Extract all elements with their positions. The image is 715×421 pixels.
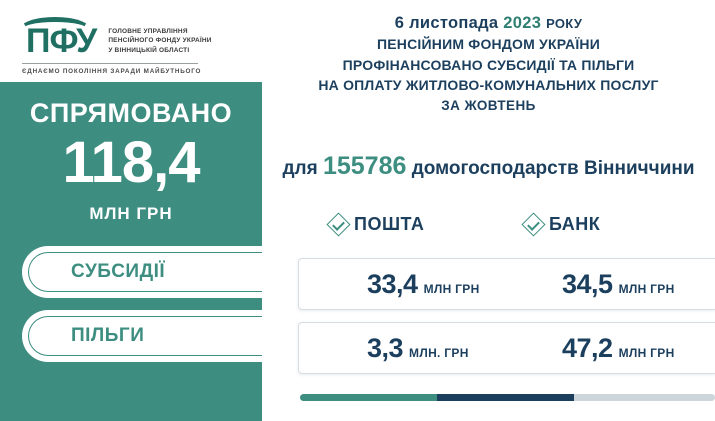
check-diamond-icon (521, 212, 545, 236)
headline-date-suffix: РОКУ (546, 16, 583, 31)
allocated-unit: МЛН ГРН (89, 204, 173, 223)
headline-period: ЗА ЖОВТЕНЬ (441, 98, 536, 114)
value-card-benefits (298, 322, 715, 374)
value-subsidies-post (367, 269, 480, 300)
headline-date-year: 2023 (503, 14, 542, 32)
value-subsidies-post-amount: 33,4 (367, 268, 418, 299)
organization-line-3: У ВІННИЦЬКІЙ ОБЛАСТІ (108, 46, 190, 54)
channel-header-post (330, 214, 424, 235)
value-benefits-bank-unit: МЛН ГРН (618, 345, 675, 360)
value-card-subsidies (298, 258, 715, 310)
logo-divider (22, 63, 198, 64)
households-count: 155786 (322, 152, 407, 180)
allocated-amount: 118,4 (62, 130, 200, 195)
category-pill-subsidies-label: СУБСИДІЇ (71, 261, 166, 282)
organization-line-1: ГОЛОВНЕ УПРАВЛІННЯ (108, 27, 188, 35)
value-subsidies-bank (562, 269, 675, 300)
right-panel (262, 0, 715, 421)
logo-mark-text: ПФУ (26, 22, 97, 60)
channel-header-bank (525, 214, 600, 235)
households-suffix: домогосподарств Вінниччини (411, 158, 695, 179)
category-pill-subsidies (22, 246, 284, 298)
progress-bar (300, 394, 715, 401)
value-subsidies-bank-unit: МЛН ГРН (618, 281, 675, 296)
value-benefits-post (367, 333, 469, 364)
category-pill-benefits (22, 310, 284, 362)
pfu-logo-icon (22, 24, 96, 58)
value-subsidies-post-unit: МЛН ГРН (423, 281, 480, 296)
category-pill-benefits-label: ПІЛЬГИ (71, 325, 145, 346)
headline-line-4: НА ОПЛАТУ ЖИТЛОВО-КОМУНАЛЬНИХ ПОСЛУГ (318, 76, 659, 93)
logo-swoosh-icon (20, 17, 90, 29)
value-benefits-post-amount: 3,3 (367, 332, 404, 363)
allocated-summary-block (0, 82, 262, 421)
value-benefits-post-unit: МЛН. ГРН (409, 345, 469, 360)
left-panel (0, 0, 262, 421)
channel-header-bank-label: БАНК (549, 214, 601, 234)
value-subsidies-bank-amount: 34,5 (562, 268, 613, 299)
households-line (262, 152, 715, 181)
progress-segment-blue (437, 394, 574, 401)
organization-line-2: ПЕНСІЙНОГО ФОНДУ УКРАЇНИ (108, 37, 212, 45)
category-pill-subsidies-inner (28, 252, 278, 292)
headline-date-day: 6 листопада (394, 14, 499, 32)
category-pill-benefits-inner (28, 316, 278, 356)
brand-slogan: ЄДНАЄМО ПОКОЛІННЯ ЗАРАДИ МАЙБУТНЬОГО (22, 68, 202, 75)
headline-date (262, 12, 715, 34)
check-diamond-icon (326, 212, 350, 236)
progress-segment-grey (574, 394, 715, 401)
allocated-title: СПРЯМОВАНО (29, 98, 233, 128)
value-benefits-bank-amount: 47,2 (562, 332, 613, 363)
headline-line-3: ПРОФІНАНСОВАНО СУБСИДІЇ ТА ПІЛЬГИ (342, 56, 635, 73)
value-benefits-bank (562, 333, 675, 364)
headline-line-2: ПЕНСІЙНИМ ФОНДОМ УКРАЇНИ (377, 36, 600, 53)
progress-segment-green (300, 394, 437, 401)
households-prefix: для (282, 158, 318, 179)
headline-block (262, 12, 715, 118)
organization-name (108, 27, 211, 55)
channel-header-post-label: ПОШТА (354, 214, 425, 234)
